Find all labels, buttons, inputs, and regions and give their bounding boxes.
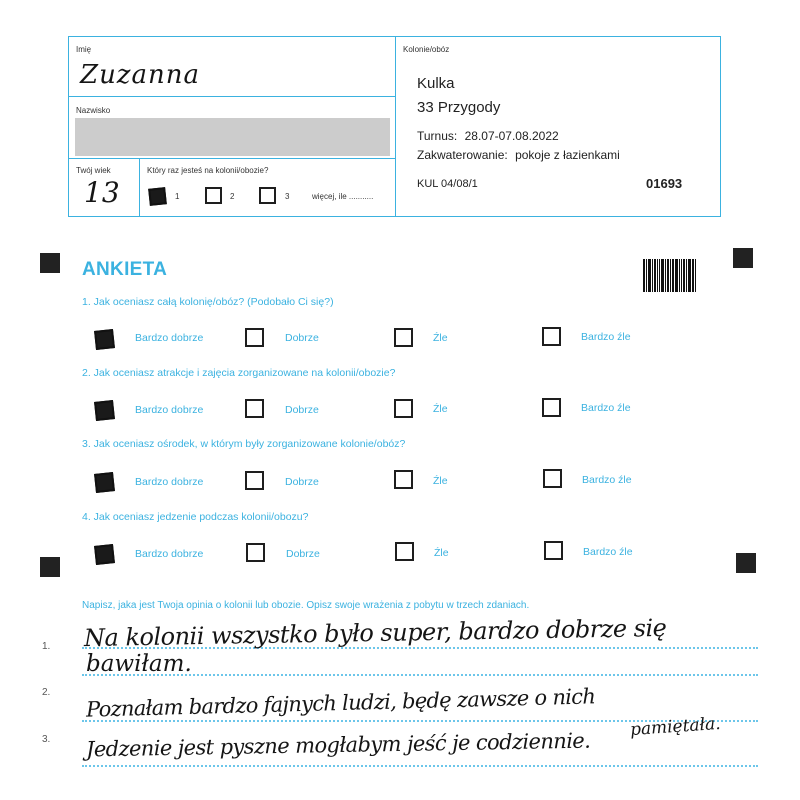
q1-checkbox-bardzo-zle[interactable] [542,327,561,346]
ktory-raz-checkbox-1[interactable] [148,187,167,206]
ktory-raz-label: Który raz jesteś na kolonii/obozie? [147,166,269,175]
q3-label-bardzo-dobrze: Bardzo dobrze [135,476,204,488]
opinion-text-line-1-cont[interactable]: bawiłam. [86,651,192,677]
alignment-marker [736,553,756,573]
kolonia-label: Kolonie/obóz [403,45,450,54]
turnus-value: 28.07-07.08.2022 [464,129,559,143]
q1-label-bardzo-dobrze: Bardzo dobrze [135,332,204,344]
turnus-label: Turnus: [417,129,458,143]
zakwaterowanie-row [417,148,620,162]
writing-line-3 [82,765,758,767]
ktory-raz-checkbox-2[interactable] [205,187,222,204]
q4-label-dobrze: Dobrze [286,548,320,560]
q1-checkbox-bardzo-dobrze[interactable] [94,329,115,350]
ktory-raz-option-3: 3 [285,192,290,201]
q2-label-zle: Źle [433,403,448,415]
ktory-raz-option-1: 1 [175,192,180,201]
q1-label-bardzo-zle: Bardzo źle [581,331,631,343]
kolonia-program: 33 Przygody [417,99,501,116]
header-row-line [68,96,396,97]
question-1: 1. Jak oceniasz całą kolonię/obóz? (Podobało Ci się?) [82,296,334,308]
question-3: 3. Jak oceniasz ośrodek, w którym były zorganizowane kolonie/obóz? [82,438,406,450]
survey-title: ANKIETA [82,259,168,280]
question-2: 2. Jak oceniasz atrakcje i zajęcia zorganizowane na kolonii/obozie? [82,367,396,379]
imie-label: Imię [76,45,92,54]
alignment-marker [40,557,60,577]
q2-label-bardzo-zle: Bardzo źle [581,402,631,414]
turnus-row [417,129,559,143]
opinion-text-line-1[interactable]: Na kolonii wszystko było super, bardzo dobrze się [83,613,667,653]
line-number-3: 3. [42,734,51,745]
zakwaterowanie-label: Zakwaterowanie: [417,148,508,162]
line-number-2: 2. [42,687,51,698]
q4-label-bardzo-zle: Bardzo źle [583,546,633,558]
q4-checkbox-zle[interactable] [395,542,414,561]
q2-checkbox-bardzo-dobrze[interactable] [94,400,115,421]
opinion-text-line-3[interactable]: Jedzenie jest pyszne mogłabym jeść je codziennie. [85,728,591,762]
q2-checkbox-zle[interactable] [394,399,413,418]
q3-checkbox-bardzo-zle[interactable] [543,469,562,488]
q3-label-bardzo-zle: Bardzo źle [582,474,632,486]
q2-label-dobrze: Dobrze [285,404,319,416]
wiek-label: Twój wiek [76,166,111,175]
kolonia-number: 01693 [646,176,683,191]
nazwisko-label: Nazwisko [76,106,111,115]
q2-checkbox-dobrze[interactable] [245,399,264,418]
q3-checkbox-zle[interactable] [394,470,413,489]
q2-checkbox-bardzo-zle[interactable] [542,398,561,417]
q4-label-bardzo-dobrze: Bardzo dobrze [135,548,204,560]
opinion-text-line-2[interactable]: Poznałam bardzo fajnych ludzi, będę zawsze o nich [85,684,596,722]
zakwaterowanie-value: pokoje z łazienkami [515,148,620,162]
alignment-marker [733,248,753,268]
ktory-raz-checkbox-3[interactable] [259,187,276,204]
header-age-divider [139,158,140,217]
wiecej-label: więcej, ile ........... [312,192,374,201]
q4-label-zle: Źle [434,547,449,559]
ktory-raz-option-2: 2 [230,192,235,201]
line-number-1: 1. [42,641,51,652]
opinion-text-line-2-extra[interactable]: pamiętała. [629,713,722,741]
header-divider [395,36,396,217]
q1-label-zle: Źle [433,332,448,344]
alignment-marker [40,253,60,273]
kolonia-code: KUL 04/08/1 [417,178,478,190]
q4-checkbox-dobrze[interactable] [246,543,265,562]
nazwisko-redacted [75,118,390,156]
q3-label-zle: Źle [433,475,448,487]
kolonia-name: Kulka [417,75,455,92]
imie-value[interactable]: Zuzanna [80,60,201,90]
q2-label-bardzo-dobrze: Bardzo dobrze [135,404,204,416]
q3-label-dobrze: Dobrze [285,476,319,488]
q3-checkbox-bardzo-dobrze[interactable] [94,472,115,493]
q1-label-dobrze: Dobrze [285,332,319,344]
question-4: 4. Jak oceniasz jedzenie podczas kolonii/obozu? [82,511,309,523]
q1-checkbox-dobrze[interactable] [245,328,264,347]
q4-checkbox-bardzo-dobrze[interactable] [94,544,115,565]
barcode [643,259,697,292]
q1-checkbox-zle[interactable] [394,328,413,347]
opinion-prompt: Napisz, jaka jest Twoja opinia o kolonii lub obozie. Opisz swoje wrażenia z pobytu w trzech zdaniach. [82,600,530,611]
q3-checkbox-dobrze[interactable] [245,471,264,490]
q4-checkbox-bardzo-zle[interactable] [544,541,563,560]
header-row-line [68,158,396,159]
wiek-value[interactable]: 13 [84,176,120,209]
